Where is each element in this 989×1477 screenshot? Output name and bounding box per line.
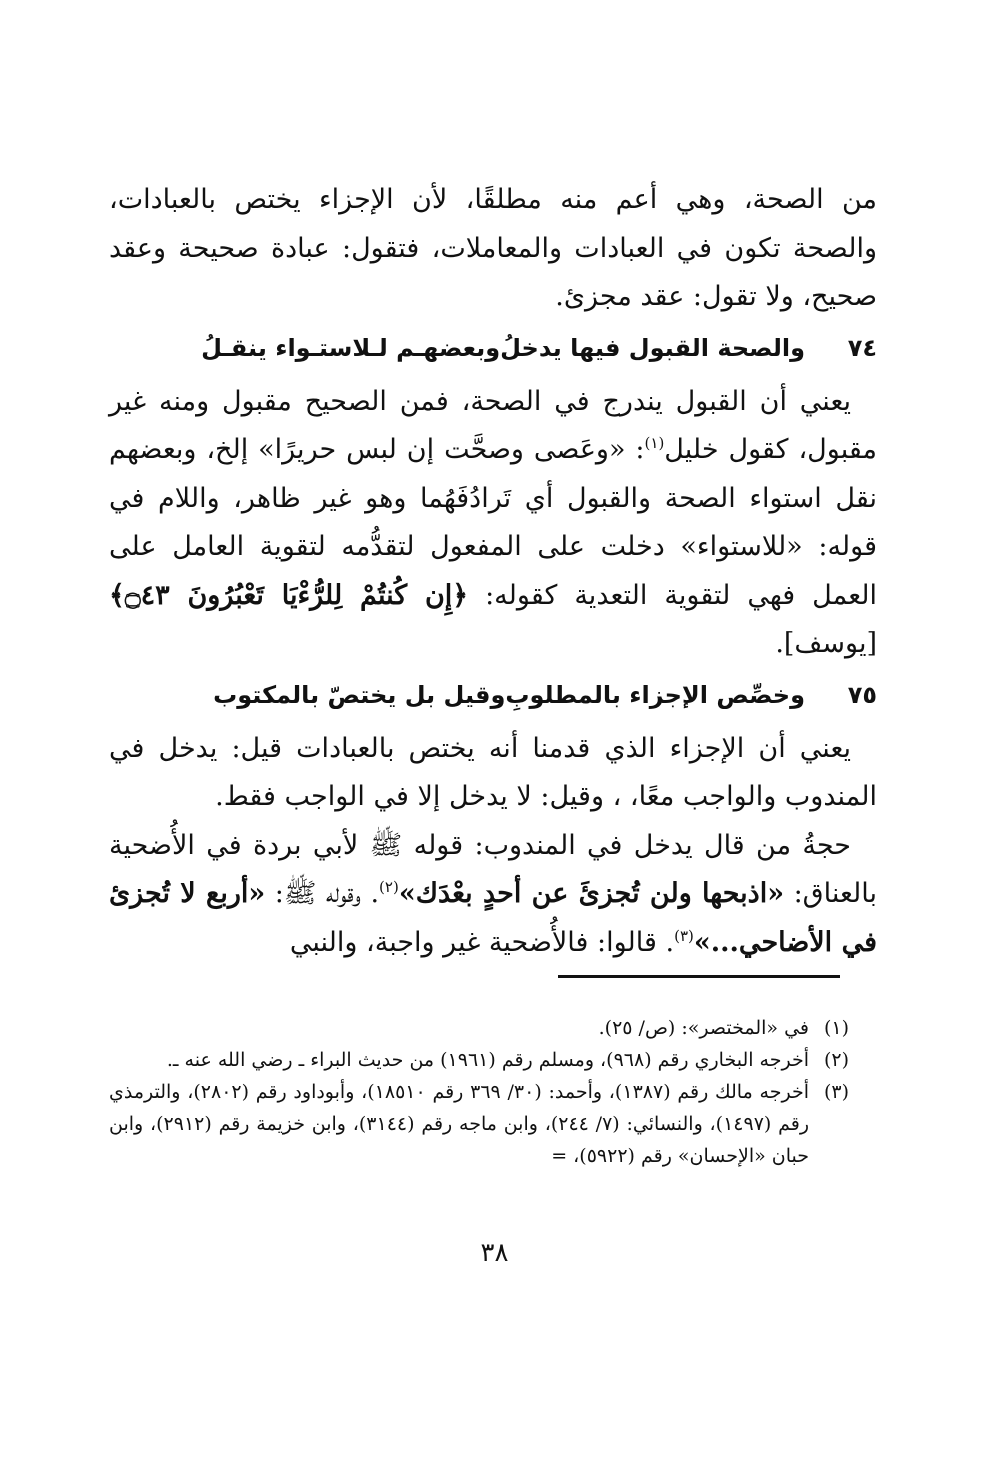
footnote-separator xyxy=(558,975,840,978)
main-text xyxy=(109,176,877,967)
commentary-text: يعني أن الإجزاء الذي قدمنا أنه يختص بالعبادات قيل: يدخل في المندوب والواجب معًا، ، وقيل: لا يدخل إلا في الواجب فقط. xyxy=(109,732,877,812)
commentary-text: يعني أن القبول يندرج في الصحة، فمن الصحيح مقبول ومنه غير مقبول، كقول خليل xyxy=(109,385,878,465)
verse-74 xyxy=(109,324,877,372)
verse-hemistich-second: وقيل بل يختصّ بالمكتوب xyxy=(213,680,506,709)
verse-hemistich-second: وبعضهـم لـلاستـواء ينقـلُ xyxy=(201,333,501,362)
surah-citation: [يوسف]. xyxy=(775,628,877,659)
footnote-3 xyxy=(109,1076,849,1172)
verse-hemistich-first: والصحة القبول فيها يدخلُ xyxy=(500,333,805,362)
footnote-ref: (١) xyxy=(644,434,665,452)
footnote-2 xyxy=(109,1044,849,1076)
quran-quote: ﴿إِن كُنتُمْ لِلرُّءْيَا تَعْبُرُونَ ۝٤٣﴾ xyxy=(109,579,469,611)
verse-number: ٧٥ xyxy=(847,680,877,709)
footnote-text: في «المختصر»: (ص/ ٢٥). xyxy=(598,1017,809,1039)
verse-number: ٧٤ xyxy=(847,333,877,362)
footnotes xyxy=(109,1012,849,1172)
argument-text: . قالوا: فالأُضحية غير واجبة، والنبي xyxy=(289,926,675,958)
commentary-text: : «وعَصى وصحَّت إن لبس حريرًا» إلخ، وبعضهم نقل استواء الصحة والقبول أي تَرادُفَهُما وهو غير ظاهر، واللام في قوله: «للاستواء» دخلت على المفعول لتقدُّمه لتقوية العامل على العمل فهي لتقوية التعدية كقوله: xyxy=(109,434,877,611)
verse-75 xyxy=(109,671,877,719)
footnote-number: (١) xyxy=(823,1017,849,1039)
argument-text: . وقوله ﷺ: xyxy=(265,878,380,909)
paragraph-commentary-74 xyxy=(109,378,877,669)
footnote-text: أخرجه مالك رقم (١٣٨٧)، وأحمد: (٣٠/ ٣٦٩ رقم ١٨٥١٠)، وأبوداود رقم (٢٨٠٢)، والترمذي رقم (١٤٩٧)، والنسائي: (٧/ ٢٤٤)، وابن ماجه رقم (٣١٤٤)، وابن خزيمة رقم (٢٩١٢)، وابن حبان «الإحسان» رقم (٥٩٢٢)، = xyxy=(109,1081,810,1167)
page-number: ٣٨ xyxy=(480,1238,509,1268)
argument-text: حجةُ من قال يدخل في المندوب: قوله ﷺ لأبي بردة في الأُضحية بالعناق: xyxy=(109,829,877,909)
footnote-1 xyxy=(109,1012,849,1044)
footnote-text: أخرجه البخاري رقم (٩٦٨)، ومسلم رقم (١٩٦١) من حديث البراء ـ رضي الله عنه ـ. xyxy=(166,1049,809,1071)
hadith-quote: «أربع لا تُجزئ في الأضاحي...» xyxy=(109,878,877,958)
footnote-ref: (٢) xyxy=(379,878,399,896)
paragraph-commentary-75 xyxy=(109,725,877,822)
footnote-number: (٢) xyxy=(823,1049,849,1071)
footnote-number: (٣) xyxy=(823,1081,849,1103)
paragraph-continued: من الصحة، وهي أعم منه مطلقًا، لأن الإجزاء يختص بالعبادات، والصحة تكون في العبادات والمعاملات، فتقول: عبادة صحيحة وعقد صحيح، ولا تقول: عقد مجزئ. xyxy=(109,184,877,312)
footnote-ref: (٣) xyxy=(674,926,694,945)
paragraph-argument xyxy=(109,822,877,968)
verse-hemistich-first: وخصِّص الإجزاء بالمطلوبِ xyxy=(505,680,805,709)
hadith-quote: «اذبحها ولن تُجزئَ عن أحدٍ بعْدَك» xyxy=(398,878,785,909)
